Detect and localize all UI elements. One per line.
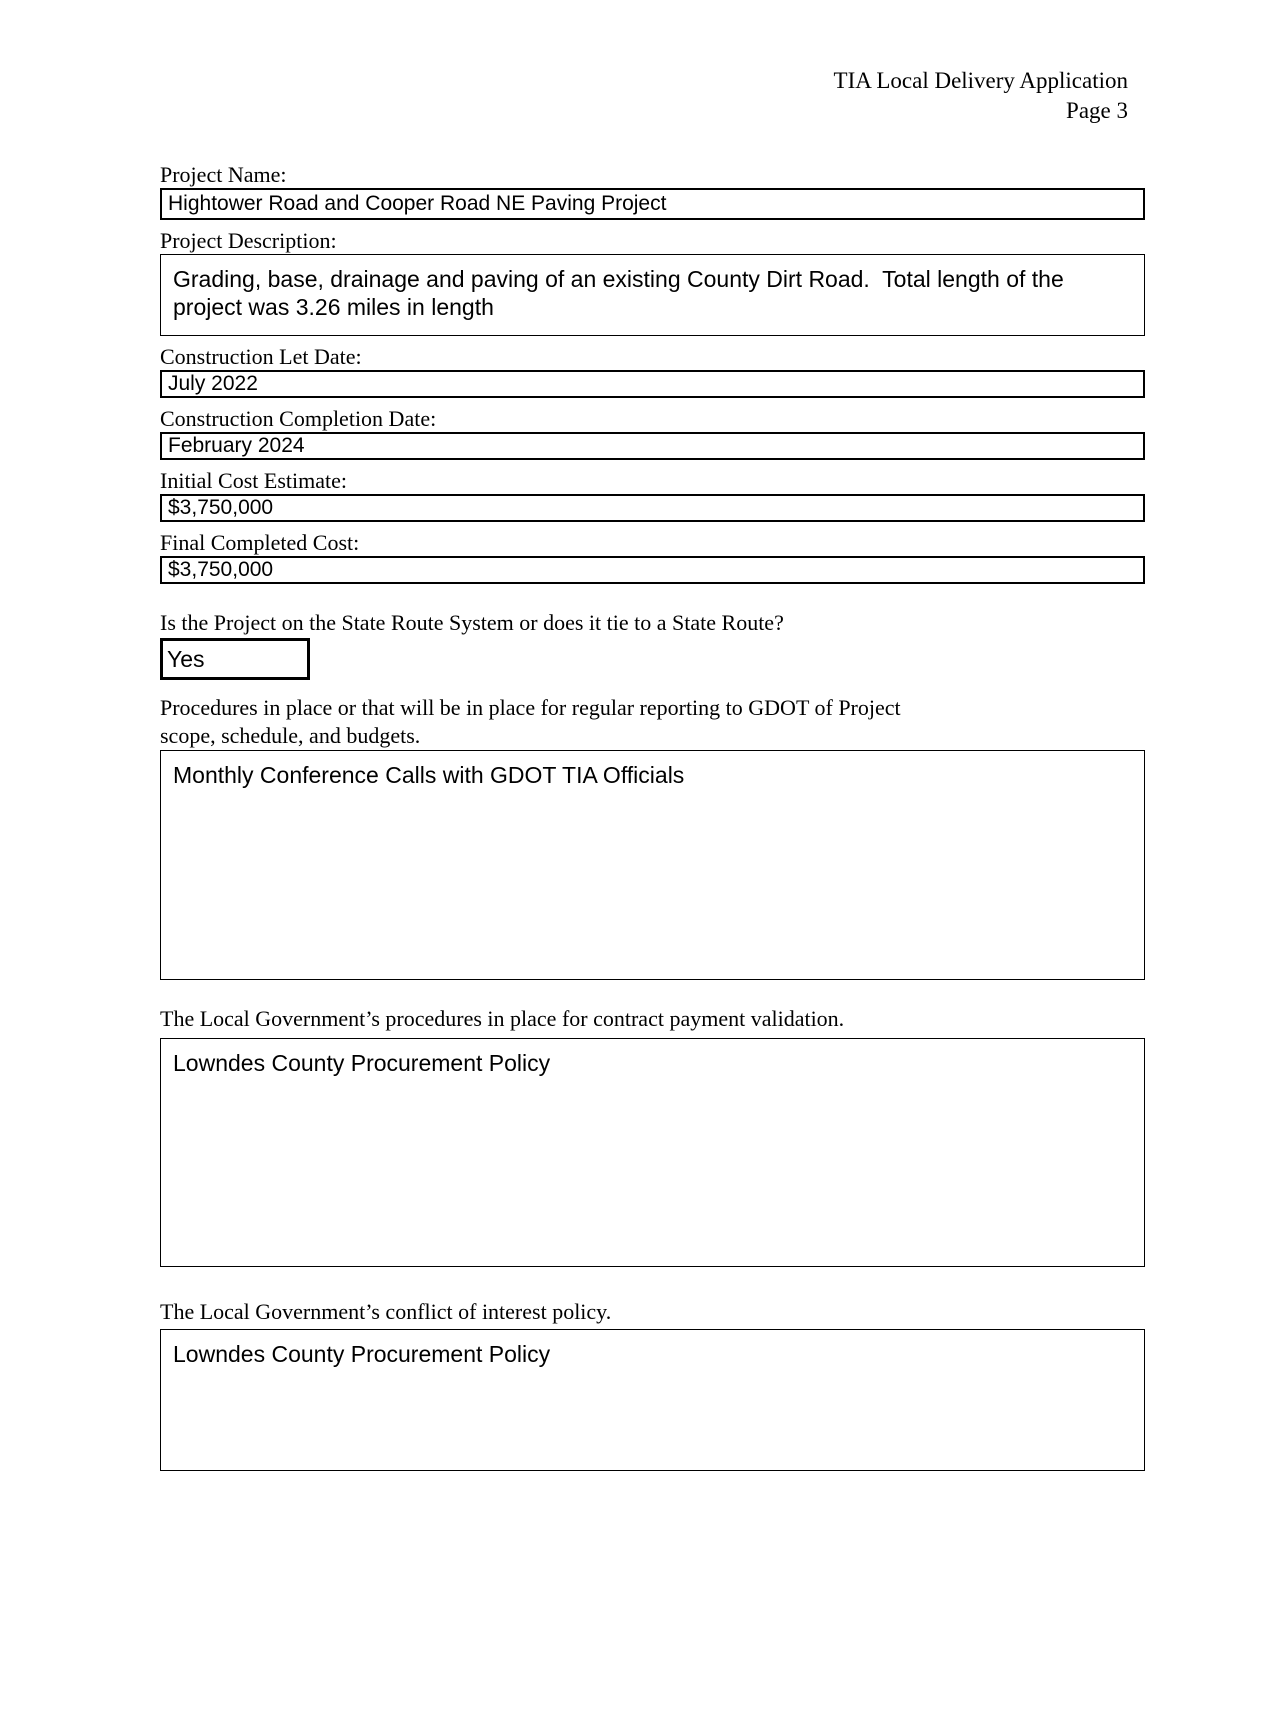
- document-header: [0, 66, 1128, 126]
- construction-let-date-input[interactable]: July 2022: [160, 370, 1145, 398]
- construction-completion-date-input[interactable]: February 2024: [160, 432, 1145, 460]
- payment-validation-textarea[interactable]: Lowndes County Procurement Policy: [160, 1038, 1145, 1267]
- conflict-of-interest-textarea[interactable]: Lowndes County Procurement Policy: [160, 1329, 1145, 1471]
- project-description-input[interactable]: Grading, base, drainage and paving of an existing County Dirt Road. Total length of the project was 3.26 miles in length: [160, 254, 1145, 336]
- field-label-project-name: Project Name:: [160, 162, 287, 187]
- state-route-question: Is the Project on the State Route System or does it tie to a State Route?: [160, 610, 784, 635]
- procedures-reporting-label: [160, 694, 1145, 750]
- field-label-construction-completion-date: Construction Completion Date:: [160, 406, 437, 431]
- form-content: [160, 162, 1145, 1471]
- payment-validation-label: The Local Government’s procedures in place for contract payment validation.: [160, 1006, 845, 1031]
- project-name-input[interactable]: Hightower Road and Cooper Road NE Paving Project: [160, 188, 1145, 220]
- document-title: TIA Local Delivery Application: [833, 68, 1128, 93]
- initial-cost-estimate-input[interactable]: $3,750,000: [160, 494, 1145, 522]
- final-completed-cost-input[interactable]: $3,750,000: [160, 556, 1145, 584]
- procedures-reporting-label-line2: scope, schedule, and budgets.: [160, 723, 421, 748]
- field-label-initial-cost-estimate: Initial Cost Estimate:: [160, 468, 347, 493]
- procedures-reporting-label-line1: Procedures in place or that will be in place for regular reporting to GDOT of Project: [160, 695, 901, 720]
- field-label-final-completed-cost: Final Completed Cost:: [160, 530, 360, 555]
- state-route-answer-box[interactable]: Yes: [160, 638, 310, 680]
- conflict-of-interest-label: The Local Government’s conflict of interest policy.: [160, 1299, 612, 1324]
- field-label-project-description: Project Description:: [160, 228, 337, 253]
- procedures-reporting-textarea[interactable]: Monthly Conference Calls with GDOT TIA Officials: [160, 750, 1145, 980]
- page-number: Page 3: [1066, 98, 1128, 123]
- field-label-construction-let-date: Construction Let Date:: [160, 344, 362, 369]
- page: [0, 66, 1275, 1471]
